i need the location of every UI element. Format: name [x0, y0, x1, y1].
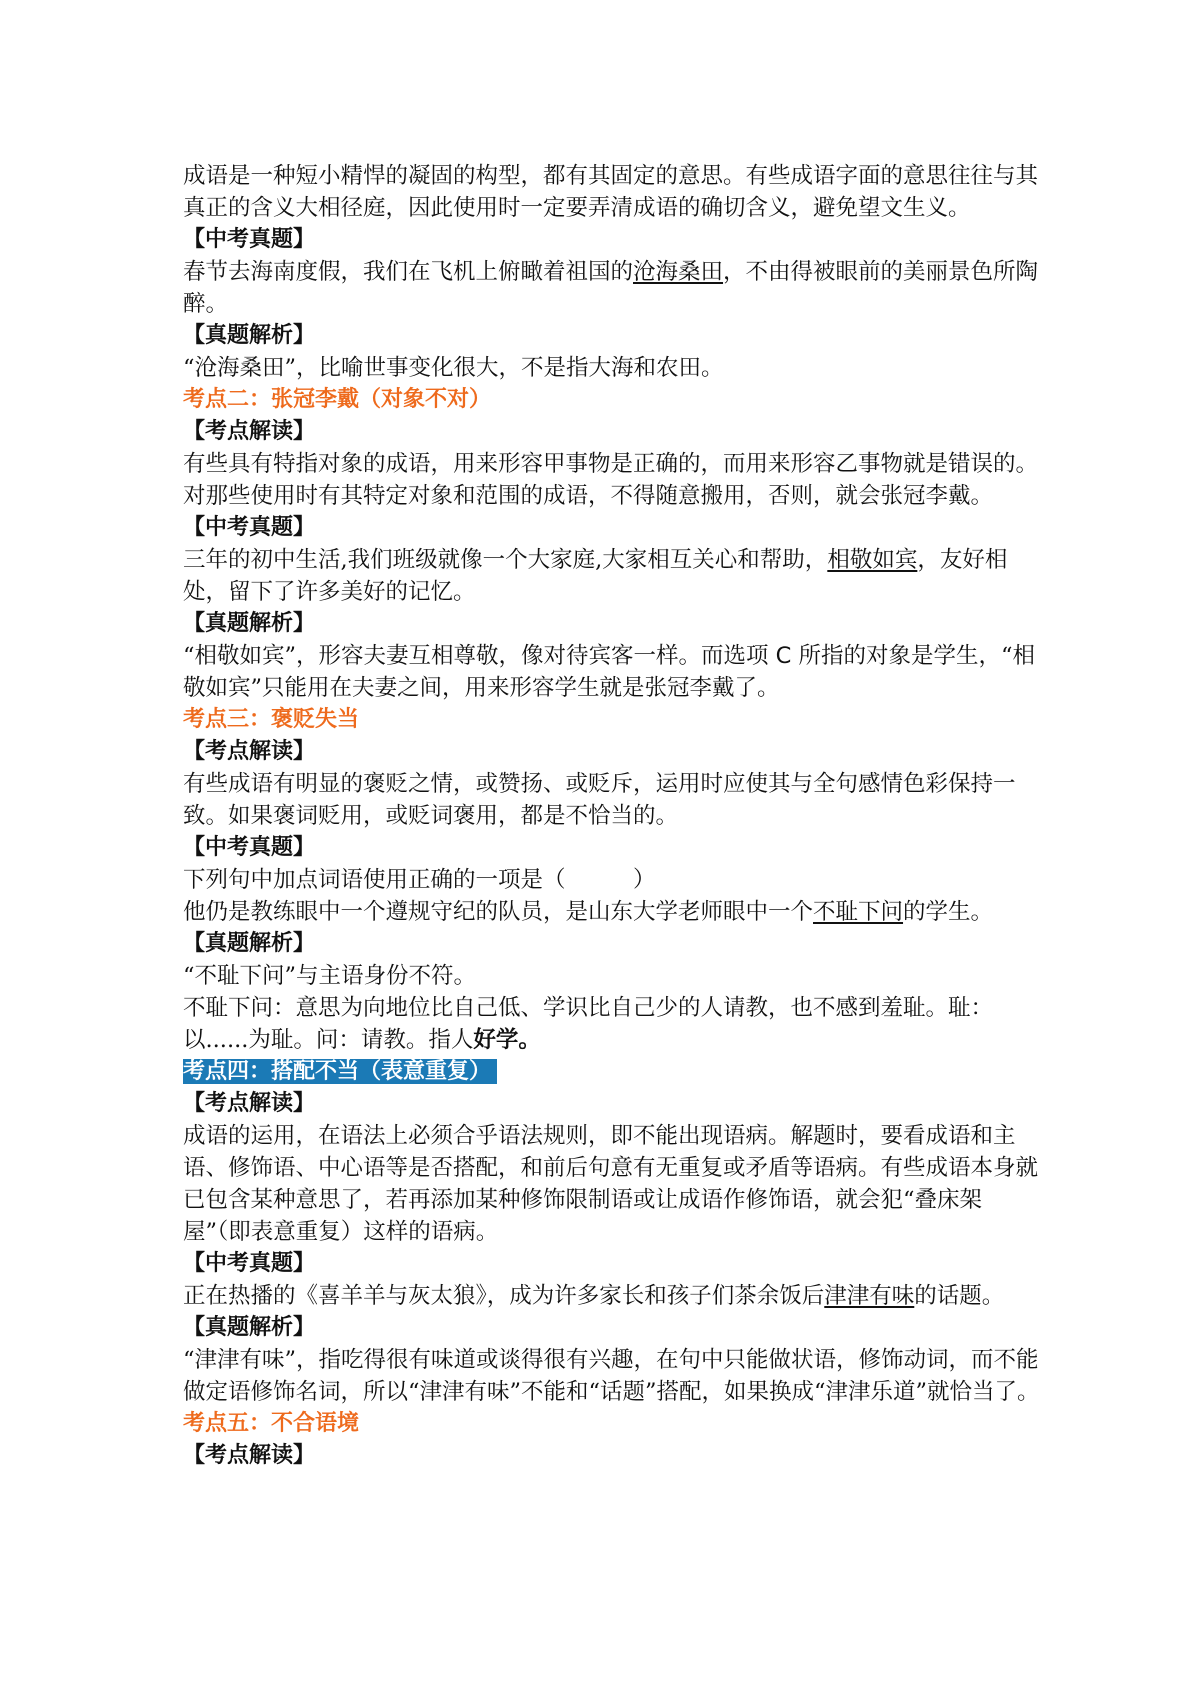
analysis-part: 不耻下问：意思为向地位比自己低、学识比自己少的人请教，也不感到羞耻。耻：以......为耻。问：请教。指人: [183, 995, 994, 1053]
exam-question: [183, 1280, 1041, 1312]
exam-question: [183, 256, 1041, 320]
exam-question-prompt: 下列句中加点词语使用正确的一项是（ ）: [183, 867, 656, 893]
section-heading-4: [183, 1056, 1041, 1088]
reading-text: 有些具有特指对象的成语，用来形容甲事物是正确的，而用来形容乙事物就是错误的。对那些使用时有其特定对象和范围的成语，不得随意搬用，否则，就会张冠李戴。: [183, 451, 1039, 509]
underlined-idiom: 相敬如宾: [827, 547, 918, 573]
analysis-text: [183, 640, 1041, 704]
reading-text: 成语的运用，在语法上必须合乎语法规则，即不能出现语病。解题时，要看成语和主语、修饰语、中心语等是否搭配，和前后句意有无重复或矛盾等语病。有些成语本身就已包含某种意思了，若再添加某种修饰限制语或让成语作修饰语，就会犯“叠床架屋”（即表意重复）这样的语病。: [183, 1123, 1039, 1245]
analysis-label: 【真题解析】: [183, 931, 316, 956]
reading-label: 【考点解读】: [183, 1443, 316, 1468]
analysis-label: 【真题解析】: [183, 1315, 316, 1340]
question-text: 的学生。: [903, 899, 994, 925]
option-letter: C: [775, 643, 792, 669]
exam-question: [183, 896, 1041, 928]
underlined-idiom: 沧海桑田: [633, 259, 724, 285]
reading-label: 【考点解读】: [183, 419, 316, 444]
exam-label: 【中考真题】: [183, 227, 316, 252]
analysis-text: “沧海桑田”，比喻世事变化很大，不是指大海和农田。: [183, 355, 724, 381]
analysis-part: 所指的对象是学生，“相敬如宾”只能用在夫妻之间，用来形容学生就是张冠李戴了。: [183, 643, 1036, 701]
highlighted-heading: 考点四：搭配不当（表意重复）: [183, 1059, 497, 1084]
reading-label: 【考点解读】: [183, 739, 316, 764]
exam-label: 【中考真题】: [183, 1251, 316, 1276]
analysis-text: [183, 992, 1041, 1056]
analysis-text: “津津有味”，指吃得很有味道或谈得很有兴趣，在句中只能做状语，修饰动词，而不能做定语修饰名词，所以“津津有味”不能和“话题”搭配，如果换成“津津乐道”就恰当了。: [183, 1347, 1040, 1405]
analysis-part: “相敬如宾”，形容夫妻互相尊敬，像对待宾客一样。而选项: [183, 643, 769, 669]
question-text: ，不由得被眼前的美丽景色所陶醉。: [183, 259, 1039, 317]
reading-text: 有些成语有明显的褒贬之情，或赞扬、或贬斥，运用时应使其与全句感情色彩保持一致。如果褒词贬用，或贬词褒用，都是不恰当的。: [183, 771, 1016, 829]
underlined-idiom: 津津有味: [824, 1283, 915, 1309]
section-heading-2: 考点二：张冠李戴（对象不对）: [183, 387, 492, 412]
underlined-idiom: 不耻下问: [813, 899, 904, 925]
intro-paragraph: 成语是一种短小精悍的凝固的构型，都有其固定的意思。有些成语字面的意思往往与其真正的含义大相径庭，因此使用时一定要弄清成语的确切含义，避免望文生义。: [183, 163, 1039, 221]
question-text: 他仍是教练眼中一个遵规守纪的队员，是山东大学老师眼中一个: [183, 899, 814, 925]
section-heading-3: 考点三：褒贬失当: [183, 707, 360, 732]
analysis-label: 【真题解析】: [183, 323, 316, 348]
reading-label: 【考点解读】: [183, 1091, 316, 1116]
analysis-text: “不耻下问”与主语身份不符。: [183, 963, 477, 989]
question-text: 春节去海南度假，我们在飞机上俯瞰着祖国的: [183, 259, 634, 285]
exam-label: 【中考真题】: [183, 515, 316, 540]
section-heading-5: 考点五：不合语境: [183, 1411, 360, 1436]
exam-question: [183, 544, 1041, 608]
exam-label: 【中考真题】: [183, 835, 316, 860]
question-text: 正在热播的《喜羊羊与灰太狼》，成为许多家长和孩子们茶余饭后: [183, 1283, 825, 1309]
analysis-label: 【真题解析】: [183, 611, 316, 636]
question-text: 三年的初中生活,我们班级就像一个大家庭,大家相互关心和帮助，: [183, 547, 828, 573]
question-text: ，友好相处，留下了许多美好的记忆。: [183, 547, 1008, 605]
analysis-part: 好学。: [473, 1027, 541, 1053]
question-text: 的话题。: [914, 1283, 1005, 1309]
